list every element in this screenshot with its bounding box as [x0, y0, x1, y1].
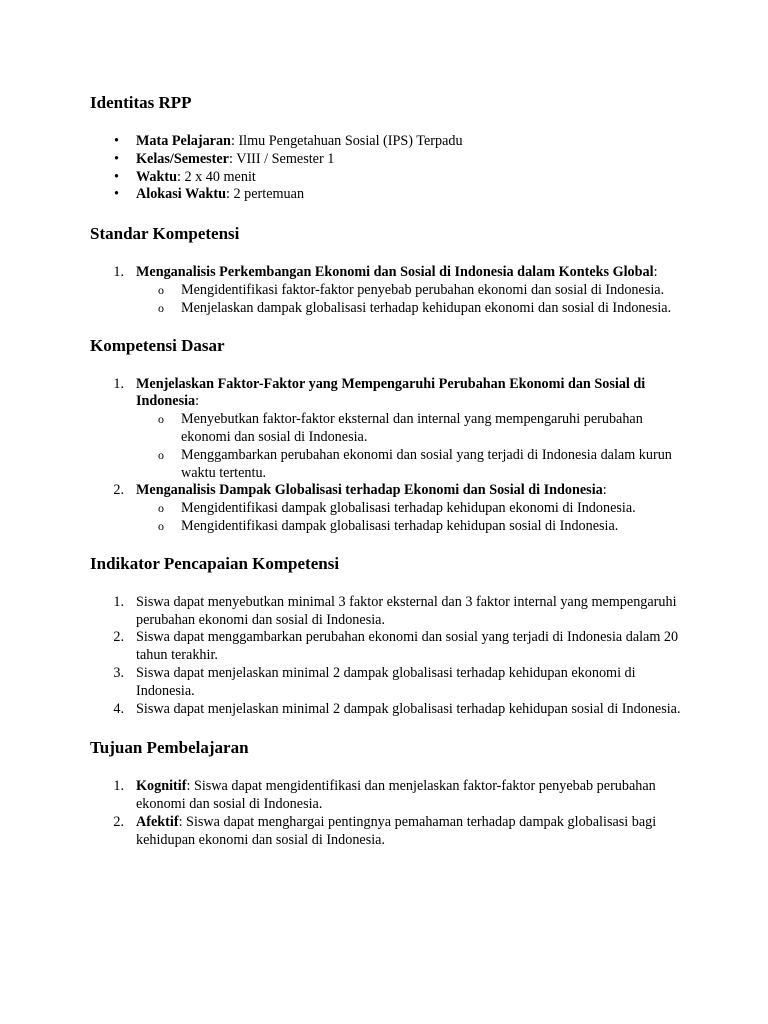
list-item: • Kelas/Semester: VIII / Semester 1 [114, 150, 335, 167]
standar-list [90, 264, 690, 317]
dasar-list [90, 376, 690, 536]
circle-bullet-icon: o [158, 518, 164, 533]
sub-list [136, 282, 690, 318]
list-item: 3. Siswa dapat menjelaskan minimal 2 dampak globalisasi terhadap kehidupan ekonomi di Indonesia. [113, 664, 636, 699]
heading-standar-kompetensi: Standar Kompetensi [90, 224, 240, 244]
identitas-list [90, 133, 690, 204]
document-content [90, 93, 690, 850]
bullet-icon: • [114, 168, 119, 185]
list-item: • Waktu: 2 x 40 menit [114, 168, 256, 185]
list-item: 1. Menjelaskan Faktor-Faktor yang Mempengaruhi Perubahan Ekonomi dan Sosial di Indonesia: o Menyebutkan faktor-faktor eksternal dan internal yang mempengaruhi perubahan ekonomi dan sosial di Indonesia. o Menggambarkan perubahan ekonomi dan sosial yang terjadi di Indonesia dalam kurun waktu tertentu. [90, 376, 690, 483]
list-item: 2. Menganalisis Dampak Globalisasi terhadap Ekonomi dan Sosial di Indonesia: o Mengidentifikasi dampak globalisasi terhadap kehidupan ekonomi di Indonesia. o Mengidentifikasi dampak globalisasi terhadap kehidupan sosial di Indonesia. [90, 482, 690, 535]
list-item: 4. Siswa dapat menjelaskan minimal 2 dampak globalisasi terhadap kehidupan sosial di Indonesia. [113, 700, 681, 717]
sub-list-item: o Menyebutkan faktor-faktor eksternal dan internal yang mempengaruhi perubahan ekonomi dan sosial di Indonesia. [158, 411, 643, 445]
sub-list-item: o Menggambarkan perubahan ekonomi dan sosial yang terjadi di Indonesia dalam kurun waktu tertentu. [158, 446, 672, 481]
list-item: • Alokasi Waktu: 2 pertemuan [114, 186, 305, 203]
circle-bullet-icon: o [158, 501, 164, 516]
indikator-list [90, 594, 690, 719]
sub-list [136, 500, 690, 536]
circle-bullet-icon: o [158, 412, 164, 427]
heading-tujuan: Tujuan Pembelajaran [90, 738, 249, 758]
bullet-icon: • [114, 133, 119, 149]
list-item: 2. Afektif: Siswa dapat menghargai pentingnya pemahaman terhadap dampak globalisasi bagi kehidupan ekonomi dan sosial di Indonesia. [113, 813, 657, 848]
list-item: 1. Siswa dapat menyebutkan minimal 3 faktor eksternal dan 3 faktor internal yang mempengaruhi perubahan ekonomi dan sosial di Indonesia. [113, 593, 677, 628]
heading-indikator: Indikator Pencapaian Kompetensi [90, 553, 340, 573]
sub-list-item: o Mengidentifikasi faktor-faktor penyebab perubahan ekonomi dan sosial di Indonesia. [158, 281, 665, 298]
list-item: 1. Kognitif: Siswa dapat mengidentifikasi dan menjelaskan faktor-faktor penyebab perubahan ekonomi dan sosial di Indonesia. [113, 778, 656, 813]
circle-bullet-icon: o [158, 447, 164, 462]
circle-bullet-icon: o [158, 282, 164, 297]
list-item: 2. Siswa dapat menggambarkan perubahan ekonomi dan sosial yang terjadi di Indonesia dalam 20 tahun terakhir. [113, 629, 679, 664]
sub-list-item: o Menjelaskan dampak globalisasi terhadap kehidupan ekonomi dan sosial di Indonesia. [158, 299, 672, 316]
circle-bullet-icon: o [158, 300, 164, 315]
heading-kompetensi-dasar: Kompetensi Dasar [90, 335, 225, 355]
tujuan-list [90, 778, 690, 849]
bullet-icon: • [114, 150, 119, 167]
bullet-icon: • [114, 186, 119, 203]
sub-list-item: o Mengidentifikasi dampak globalisasi terhadap kehidupan sosial di Indonesia. [158, 517, 619, 534]
sub-list-item: o Mengidentifikasi dampak globalisasi terhadap kehidupan ekonomi di Indonesia. [158, 500, 636, 517]
heading-identitas: Identitas RPP [90, 93, 192, 112]
sub-list [136, 411, 690, 482]
list-item: 1. Menganalisis Perkembangan Ekonomi dan Sosial di Indonesia dalam Konteks Global: o Mengidentifikasi faktor-faktor penyebab perubahan ekonomi dan sosial di Indonesia. o Menjelaskan dampak globalisasi terhadap kehidupan ekonomi dan sosial di Indonesia. [90, 264, 690, 317]
list-item: • Mata Pelajaran: Ilmu Pengetahuan Sosial (IPS) Terpadu [114, 133, 463, 149]
